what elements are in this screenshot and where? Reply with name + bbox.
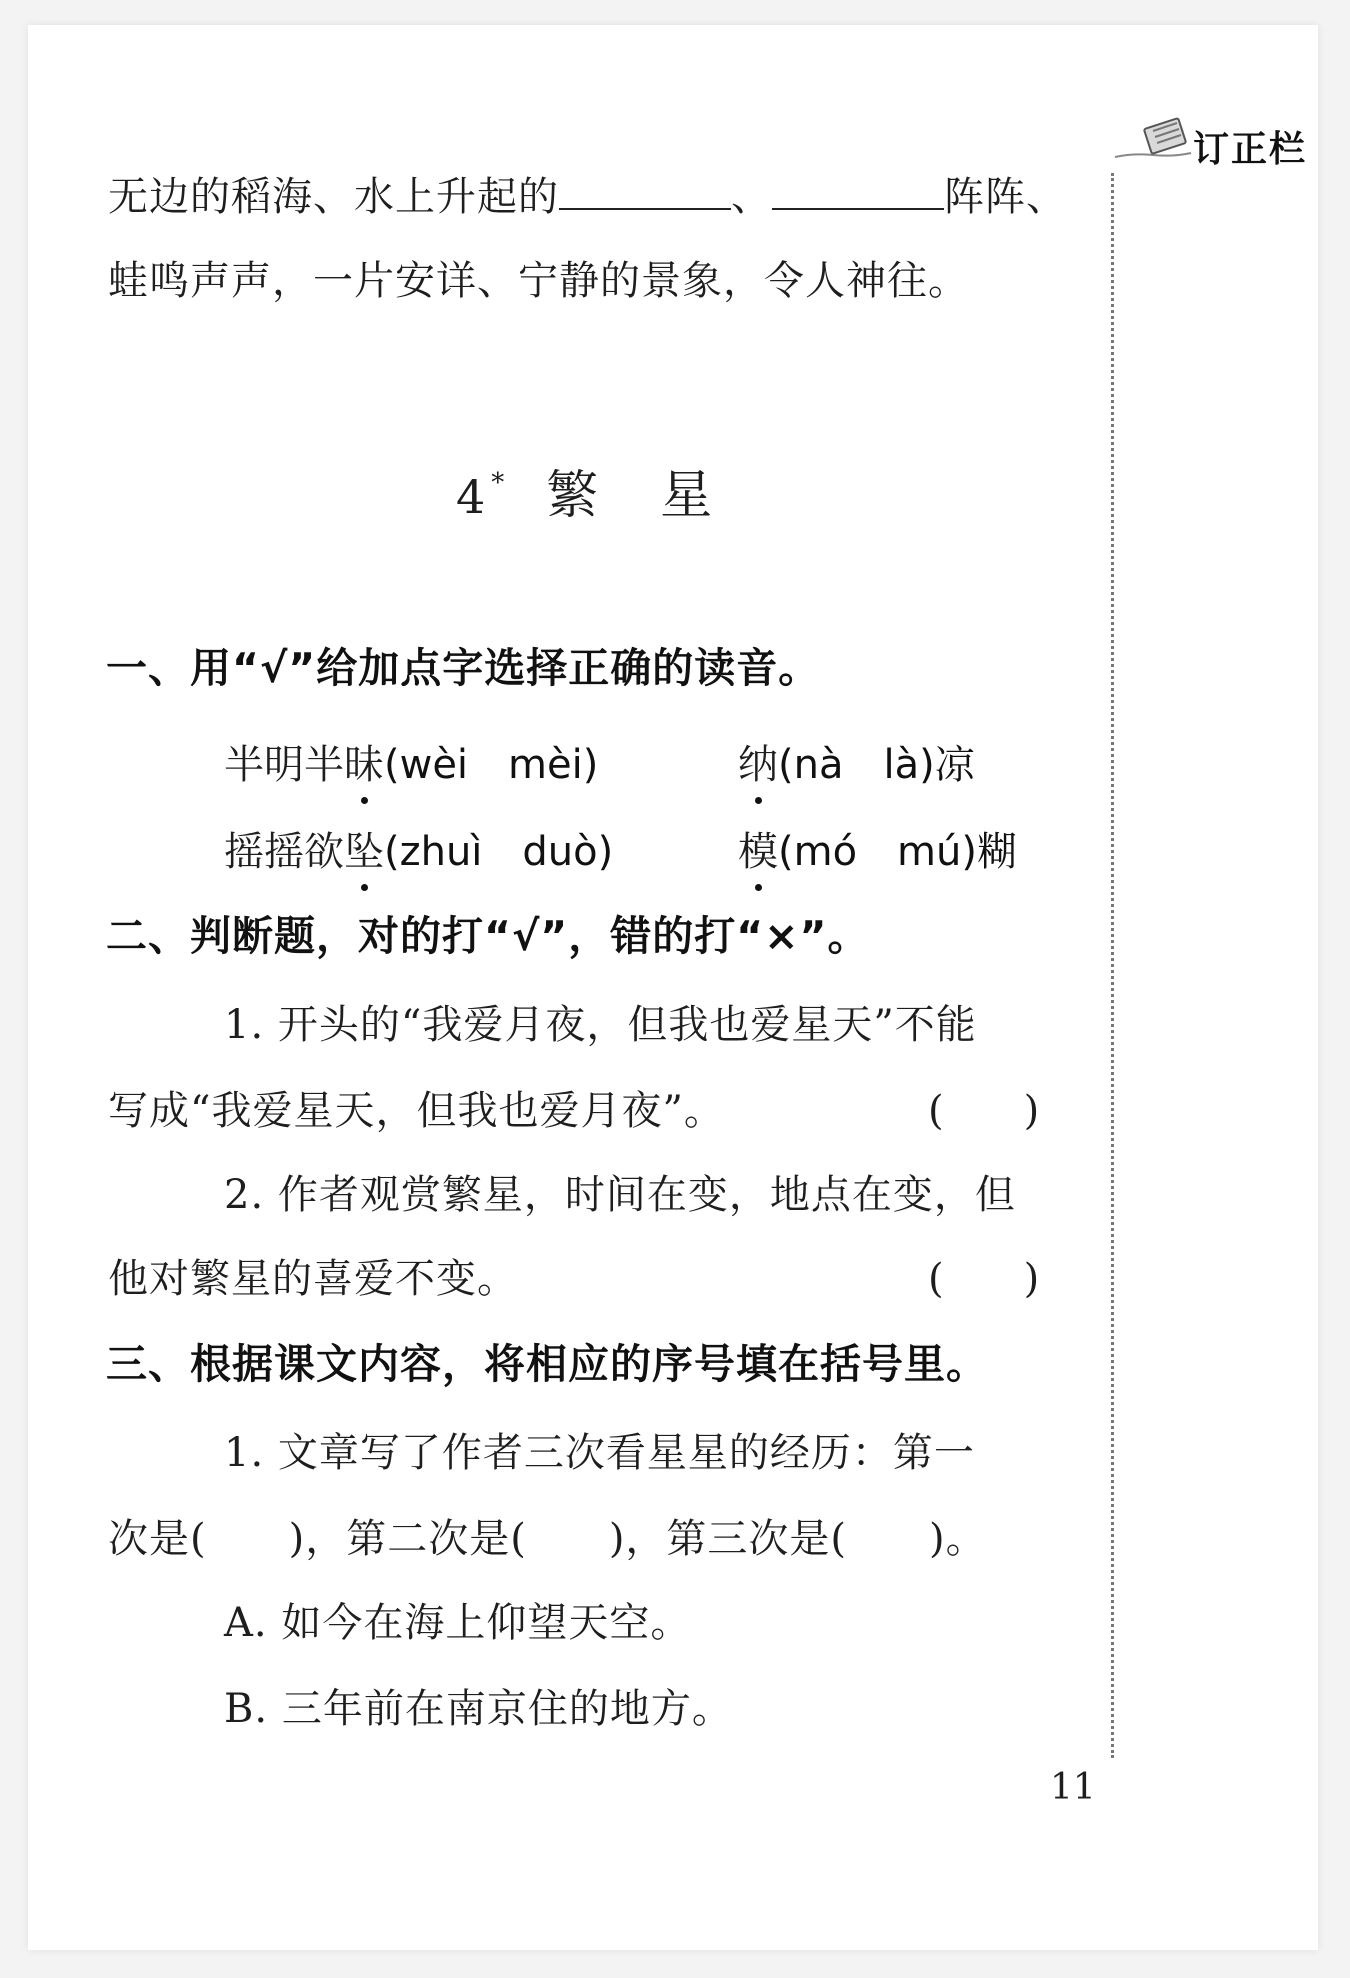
pinyin-item-4: [738, 820, 1017, 877]
pinyin-item-2-dotted-char: 纳: [738, 733, 778, 790]
judge-q1-line-2: 写成“我爱星天，但我也爱月夜”。: [108, 1088, 725, 1134]
option-b: B. 三年前在南京住的地方。: [224, 1686, 733, 1732]
correction-column-header: [1113, 113, 1333, 173]
pinyin-item-3-dotted-char: 坠: [344, 820, 384, 877]
pinyin-item-2: [738, 733, 975, 790]
correction-column-divider: [1111, 173, 1114, 1758]
judge-q1-line-1: 1. 开头的“我爱月夜，但我也爱星天”不能: [224, 1002, 977, 1048]
fill-q1-line-2[interactable]: 次是( )，第二次是( )，第三次是( )。: [108, 1516, 987, 1562]
lesson-title-char-1: 繁: [546, 466, 601, 526]
judge-q2-answer-paren[interactable]: ( ): [928, 1256, 1040, 1302]
pinyin-item-3-prefix: 摇摇欲: [224, 829, 344, 875]
continuation-separator: 、: [731, 174, 772, 220]
pinyin-item-1-prefix: 半明半: [224, 742, 344, 788]
fill-blank-2[interactable]: [772, 174, 944, 210]
fill-blank-1[interactable]: [559, 174, 731, 210]
continuation-text-1: 无边的稻海、水上升起的: [108, 174, 559, 220]
lesson-star-mark: *: [491, 468, 507, 498]
page-number: 11: [1050, 1767, 1096, 1808]
lesson-number: 4: [456, 470, 488, 524]
judge-q2-line-2: 他对繁星的喜爱不变。: [108, 1256, 518, 1302]
lesson-title-char-2: 星: [660, 466, 715, 526]
continuation-text-2: 阵阵、: [944, 174, 1067, 220]
section-1-heading: 一、用“√”给加点字选择正确的读音。: [106, 644, 821, 692]
pinyin-item-3-options[interactable]: (zhuì duò): [384, 829, 614, 875]
section-3-heading: 三、根据课文内容，将相应的序号填在括号里。: [106, 1340, 988, 1388]
pinyin-item-3: [224, 820, 613, 877]
lesson-title: [456, 453, 714, 528]
section-2-heading: 二、判断题，对的打“√”，错的打“×”。: [106, 912, 870, 960]
pinyin-item-4-dotted-char: 模: [738, 820, 778, 877]
judge-q1-answer-paren[interactable]: ( ): [928, 1088, 1040, 1134]
continuation-line-2: 蛙鸣声声，一片安详、宁静的景象，令人神往。: [108, 258, 969, 304]
pinyin-item-1: [224, 733, 598, 790]
fill-q1-line-1: 1. 文章写了作者三次看星星的经历：第一: [224, 1430, 975, 1476]
workbook-page: [28, 25, 1318, 1950]
pinyin-item-4-options[interactable]: (mó mú)糊: [778, 829, 1017, 875]
correction-column-title: 订正栏: [1193, 129, 1308, 170]
pinyin-item-2-options[interactable]: (nà là)凉: [778, 742, 975, 788]
continuation-line-1: [108, 165, 1067, 222]
pencil-notebook-icon: [1113, 113, 1203, 173]
judge-q2-line-1: 2. 作者观赏繁星，时间在变，地点在变，但: [224, 1172, 1016, 1218]
option-a: A. 如今在海上仰望天空。: [224, 1600, 692, 1646]
pinyin-item-1-options[interactable]: (wèi mèi): [384, 742, 599, 788]
pinyin-item-1-dotted-char: 昧: [344, 733, 384, 790]
